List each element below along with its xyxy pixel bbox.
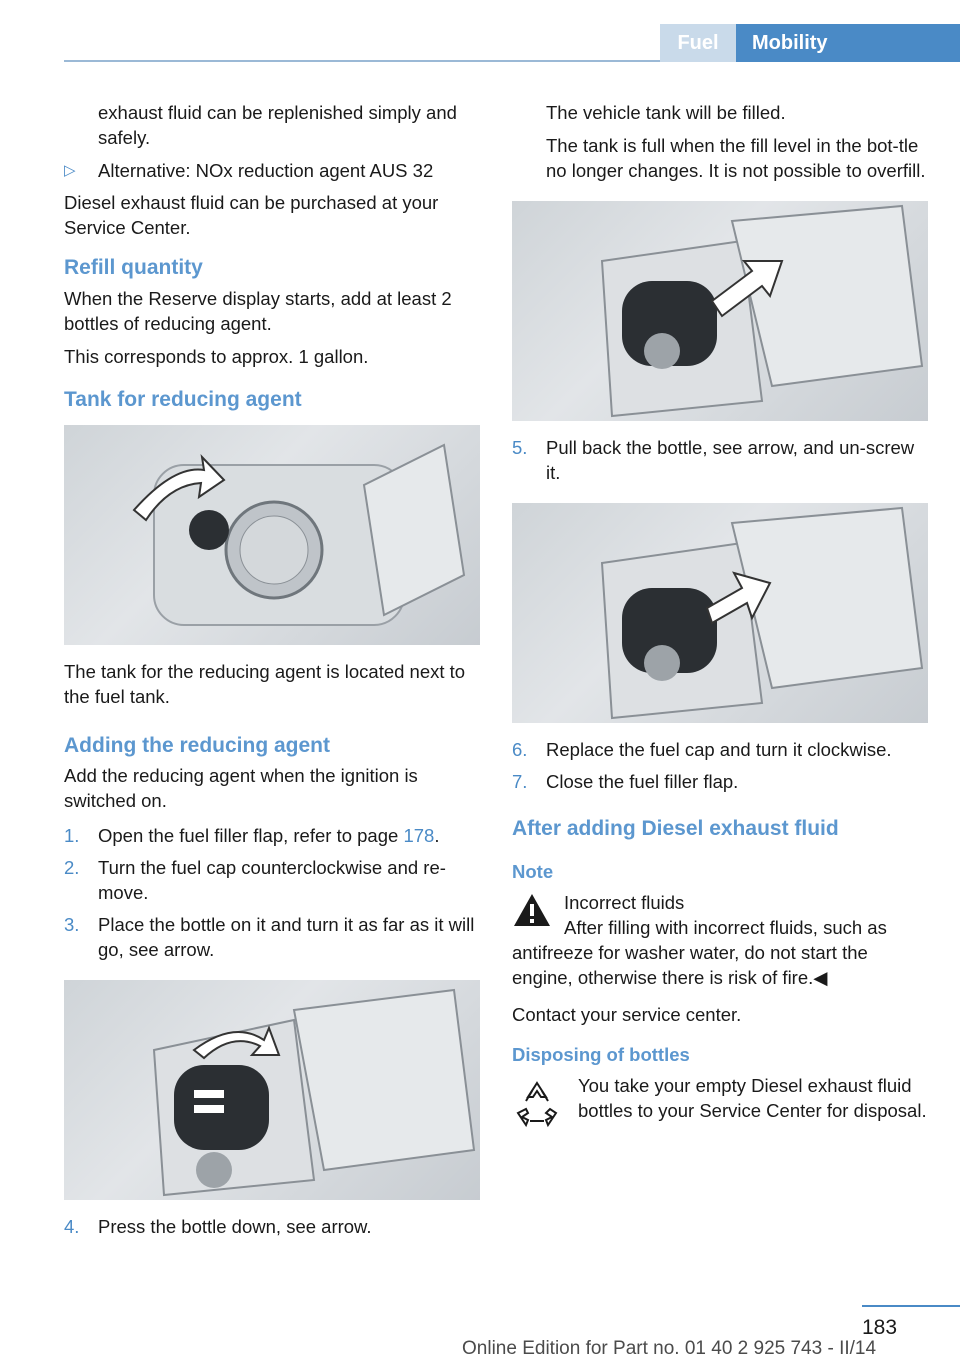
tab-mobility[interactable]: Mobility — [736, 24, 960, 62]
edition-footer: Online Edition for Part no. 01 40 2 925 743 - II/14 — [462, 1338, 877, 1359]
heading-adding: Adding the reducing agent — [64, 734, 330, 757]
refill-paragraph-2: This corresponds to approx. 1 gallon. — [64, 346, 369, 367]
heading-after-adding: After adding Diesel exhaust fluid — [512, 817, 839, 840]
step-text: Open the fuel filler flap, refer to page 178. — [98, 825, 440, 846]
step-5 — [512, 435, 928, 485]
left-column — [64, 100, 480, 1246]
page-link[interactable]: 178 — [403, 825, 435, 846]
step-4 — [64, 1214, 480, 1239]
purchase-paragraph: Diesel exhaust fluid can be purchased at your Service Center. — [64, 192, 439, 238]
step-number: 6. — [512, 739, 528, 760]
recycle-icon — [512, 1079, 562, 1129]
figure-place-bottle — [64, 980, 480, 1200]
step-text: Press the bottle down, see arrow. — [98, 1216, 372, 1237]
step-text: Turn the fuel cap counterclockwise and re‐move. — [98, 857, 446, 903]
step-text: Pull back the bottle, see arrow, and un‐screw it. — [546, 437, 915, 483]
step-number: 1. — [64, 825, 80, 846]
heading-tank: Tank for reducing agent — [64, 388, 302, 411]
step-3 — [64, 912, 480, 962]
page-number: 183 — [862, 1316, 898, 1339]
step-7 — [512, 769, 928, 794]
step-text: Place the bottle on it and turn it as far as it will go, see arrow. — [98, 914, 475, 960]
warning-text: After filling with incorrect fluids, such as antifreeze for washer water, do not start the engine, otherwise there is risk of fire.◀ — [512, 917, 887, 988]
warning-note — [512, 890, 928, 915]
bullet-triangle-icon: ▷ — [64, 162, 76, 179]
step-number: 4. — [64, 1216, 80, 1237]
step-1 — [64, 823, 480, 848]
figure-pull-bottle — [512, 503, 928, 723]
fuel-flap-illustration — [64, 425, 480, 645]
refill-paragraph-1: When the Reserve display starts, add at least 2 bottles of reducing agent. — [64, 288, 452, 334]
heading-note: Note — [512, 861, 554, 882]
step-2 — [64, 855, 480, 905]
tank-paragraph: The tank for the reducing agent is located next to the fuel tank. — [64, 661, 466, 707]
warning-title: Incorrect fluids — [564, 892, 685, 913]
step-number: 5. — [512, 437, 528, 458]
figure-tank-location — [64, 425, 480, 645]
bottle-filling-illustration — [512, 201, 928, 421]
bullet-text: Alternative: NOx reduction agent AUS 32 — [98, 160, 434, 181]
disposal-text: You take your empty Diesel exhaust fluid bottles to your Service Center for disposal. — [578, 1075, 927, 1121]
step-text: Close the fuel filler flap. — [546, 771, 739, 792]
heading-disposing: Disposing of bottles — [512, 1044, 690, 1065]
bottle-place-illustration — [64, 980, 480, 1200]
adding-paragraph: Add the reducing agent when the ignition is switched on. — [64, 765, 418, 811]
step-number: 3. — [64, 914, 80, 935]
step-number: 7. — [512, 771, 528, 792]
step-6 — [512, 737, 928, 762]
step-text: Replace the fuel cap and turn it clockwise. — [546, 739, 892, 760]
right-column — [512, 100, 928, 1123]
step-number: 2. — [64, 857, 80, 878]
continued-paragraph: exhaust fluid can be replenished simply and safely. — [98, 102, 457, 148]
bottle-pull-illustration — [512, 503, 928, 723]
footer-rule — [862, 1305, 960, 1307]
contact-paragraph: Contact your service center. — [512, 1004, 742, 1025]
warning-triangle-icon — [512, 892, 552, 928]
bullet-item — [64, 158, 480, 183]
heading-refill-quantity: Refill quantity — [64, 256, 203, 279]
tab-fuel[interactable]: Fuel — [660, 24, 736, 62]
figure-tank-filling — [512, 201, 928, 421]
filled-paragraph-1: The vehicle tank will be filled. — [546, 102, 786, 123]
disposal-note — [512, 1073, 928, 1123]
filled-paragraph-2: The tank is full when the fill level in the bot‐tle no longer changes. It is not possible to overfill. — [546, 135, 926, 181]
